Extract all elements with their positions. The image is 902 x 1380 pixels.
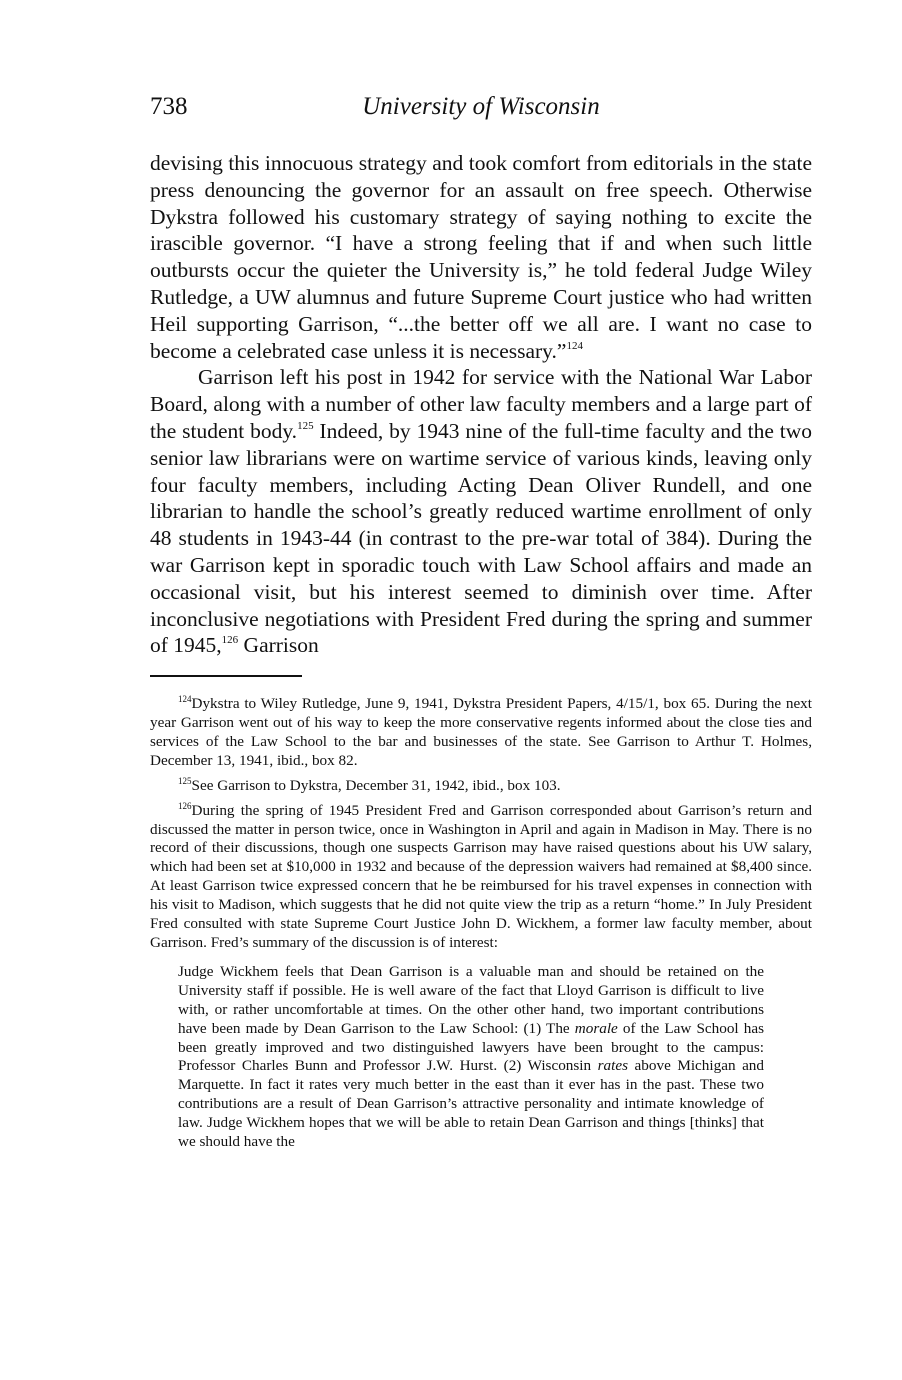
quote-text: of the Law School has been greatly improved and two distinguished lawyers have been brought to the campus: Professor Charles Bunn and Professor J.W. Hurst. (2) Wisconsin (178, 1019, 764, 1075)
page-header (150, 92, 812, 132)
paragraph-text: devising this innocuous strategy and took comfort from editorials in the state press denouncing the governor for an assault on free speech. Otherwise Dykstra followed his customary strategy of saying nothing to excite the irascible governor. “I have a strong feeling that if and when such little outbursts occur the quieter the University is,” he told federal Judge Wiley Rutledge, a UW alumnus and future Supreme Court justice who had written Heil supporting Garrison, “...the better off we all are. I want no case to become a celebrated case unless it is necessary.” (150, 151, 812, 363)
footnote-number: 125 (178, 775, 192, 786)
paragraph-text: Indeed, by 1943 nine of the full-time faculty and the two senior law librarians were on wartime service of various kinds, leaving only four faculty members, including Acting Dean Oliver Rundell, and one librarian to handle the school’s greatly reduced wartime enrollment of only 48 students in 1943-44 (in contrast to the pre-war total of 384). During the war Garrison kept in sporadic touch with Law School affairs and made an occasional visit, but his interest seemed to diminish over time. After inconclusive negotiations with President Fred during the spring and summer of 1945, (150, 418, 812, 658)
quote-emphasis: rates (597, 1057, 629, 1075)
paragraph (150, 364, 812, 659)
paragraph-text: Garrison (238, 633, 319, 658)
footnotes (150, 695, 812, 1152)
paragraph-text: Garrison left his post in 1942 for service with the National War Labor Board, along with a number of other law faculty members and a large part of the student body. (150, 365, 812, 443)
running-title: University of Wisconsin (362, 93, 600, 120)
footnote-text: See Garrison to Dykstra, December 31, 1942, ibid., box 103. (191, 776, 561, 794)
footnote-text: During the spring of 1945 President Fred and Garrison corresponded about Garrison’s return and discussed the matter in person twice, once in Washington in April and again in Madison in May. There is no record of their discussions, though one suspects Garrison may have raised questions about his UW salary, which had been set at $10,000 in 1932 and because of the depression waivers had remained at $8,400 since. At least Garrison twice expressed concern that he be reimbursed for his travel expenses in connection with his visit to Madison, which suggests that he did not quite view the trip as a return “home.” In July President Fred consulted with state Supreme Court Justice John D. Wickhem, a former law faculty member, about Garrison. Fred’s summary of the discussion is of interest: (150, 801, 812, 952)
footnote (150, 802, 812, 953)
footnote-reference: 124 (566, 339, 583, 352)
footnote-reference: 126 (221, 634, 239, 647)
footnote-number: 126 (178, 800, 192, 811)
footnote-reference: 125 (297, 419, 314, 432)
footnote (150, 695, 812, 771)
main-text (150, 150, 812, 659)
quote-text: Judge Wickhem feels that Dean Garrison is a valuable man and should be retained on the University staff if possible. He is well aware of the fact that Lloyd Garrison is difficult to live with, or rather uncomfortable at times. On the other other hand, two important contributions have been made by Dean Garrison to the Law School: (1) The (178, 962, 764, 1037)
quote-emphasis: morale (574, 1019, 618, 1037)
footnote-divider (150, 675, 302, 677)
footnote (150, 777, 812, 796)
document-page (150, 92, 812, 1152)
page-number: 738 (150, 93, 188, 120)
quote-text: above Michigan and Marquette. In fact it rates very much better in the east than it ever has in the past. These two contributions are a result of Dean Garrison’s attractive personality and intimate knowledge of law. Judge Wickhem hopes that we will be able to retain Dean Garrison and things [thinks] that we should have the (178, 1057, 764, 1151)
block-quote (178, 963, 764, 1152)
paragraph (150, 150, 812, 364)
footnote-text: Dykstra to Wiley Rutledge, June 9, 1941, Dykstra President Papers, 4/15/1, box 65. During the next year Garrison went out of his way to keep the more conservative regents informed about the close ties and services of the Law School to the bar and businesses of the state. See Garrison to Arthur T. Holmes, December 13, 1941, ibid., box 82. (150, 695, 812, 769)
footnote-number: 124 (178, 694, 192, 705)
